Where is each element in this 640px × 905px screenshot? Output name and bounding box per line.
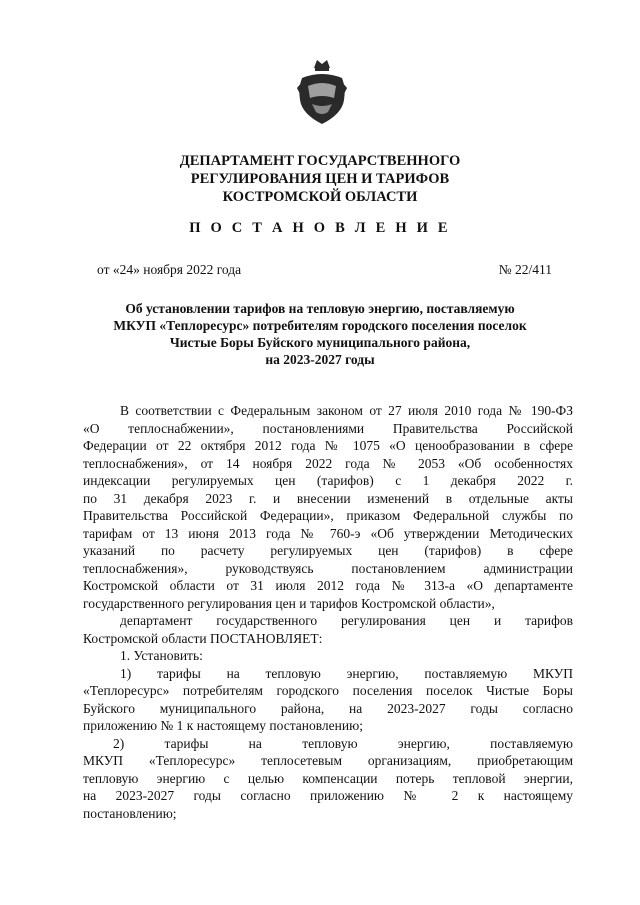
document-type-heading: П О С Т А Н О В Л Е Н И Е	[189, 220, 451, 236]
body-line: департамент государственного регулирования цен и тарифов	[120, 613, 573, 628]
body-line: тарифам от 13 июня 2013 года № 760-э «Об утверждении Методических	[83, 525, 573, 541]
body-line: Костромской области от 31 июля 2012 года № 313-а «О департаменте	[83, 578, 573, 593]
body-line: теплоснабжения», руководствуясь постановлением администрации	[83, 560, 573, 576]
body-line: государственного регулирования цен и тарифов Костромской области»,	[83, 595, 495, 611]
body-line: «О теплоснабжении», постановлениями Правительства Российской	[83, 420, 573, 436]
body-line: постановлению;	[83, 805, 177, 821]
body-line: Правительства Российской Федерации», приказом Федеральной службы по	[83, 508, 573, 523]
body-line: 1) тарифы на тепловую энергию, поставляемую МКУП	[120, 665, 573, 681]
document-body	[83, 402, 573, 822]
department-name-line: РЕГУЛИРОВАНИЯ ЦЕН И ТАРИФОВ	[190, 171, 450, 187]
document-title-line: на 2023-2027 годы	[265, 352, 375, 367]
document-date: от «24» ноября 2022 года	[97, 262, 242, 277]
body-line: 1. Установить:	[120, 648, 203, 663]
coat-of-arms-emblem	[294, 58, 350, 128]
body-line: МКУП «Теплоресурс» теплосетевым организациям, приобретающим	[83, 753, 573, 768]
document-title-line: МКУП «Теплоресурс» потребителям городского поселения поселок	[113, 318, 527, 333]
body-line: указаний по расчету регулируемых цен (тарифов) в сфере	[83, 543, 573, 558]
body-line: Федерации от 22 октября 2012 года № 1075 «О ценообразовании в сфере	[83, 438, 573, 453]
document-number: № 22/411	[498, 262, 552, 277]
body-line: 2) тарифы на тепловую энергию, поставляемую	[113, 735, 573, 751]
document-title-line: Чистые Боры Буйского муниципального района,	[169, 335, 471, 350]
body-line: Буйского муниципального района, на 2023-2027 годы согласно	[83, 700, 573, 716]
body-line: на 2023-2027 годы согласно приложению № 2 к настоящему	[83, 788, 573, 803]
body-line: Костромской области ПОСТАНОВЛЯЕТ:	[83, 630, 323, 646]
department-name-line: КОСТРОМСКОЙ ОБЛАСТИ	[222, 189, 418, 205]
body-line: тепловую энергию с целью компенсации потерь тепловой энергии,	[83, 770, 573, 786]
body-line: «Теплоресурс» потребителям городского поселения поселок Чистые Боры	[83, 683, 573, 698]
department-name-line: ДЕПАРТАМЕНТ ГОСУДАРСТВЕННОГО	[179, 153, 461, 169]
body-line: теплоснабжения», от 14 ноября 2022 года № 2053 «Об особенностях	[83, 455, 573, 471]
body-line: приложению № 1 к настоящему постановлению;	[83, 718, 363, 733]
body-line: по 31 декабря 2023 г. и внесении изменений в отдельные акты	[83, 490, 573, 506]
document-title-line: Об установлении тарифов на тепловую энергию, поставляемую	[125, 301, 515, 316]
body-line: индексации регулируемых цен (тарифов) с 1 декабря 2022 г.	[83, 473, 573, 488]
body-line: В соответствии с Федеральным законом от 27 июля 2010 года № 190-ФЗ	[120, 403, 573, 418]
